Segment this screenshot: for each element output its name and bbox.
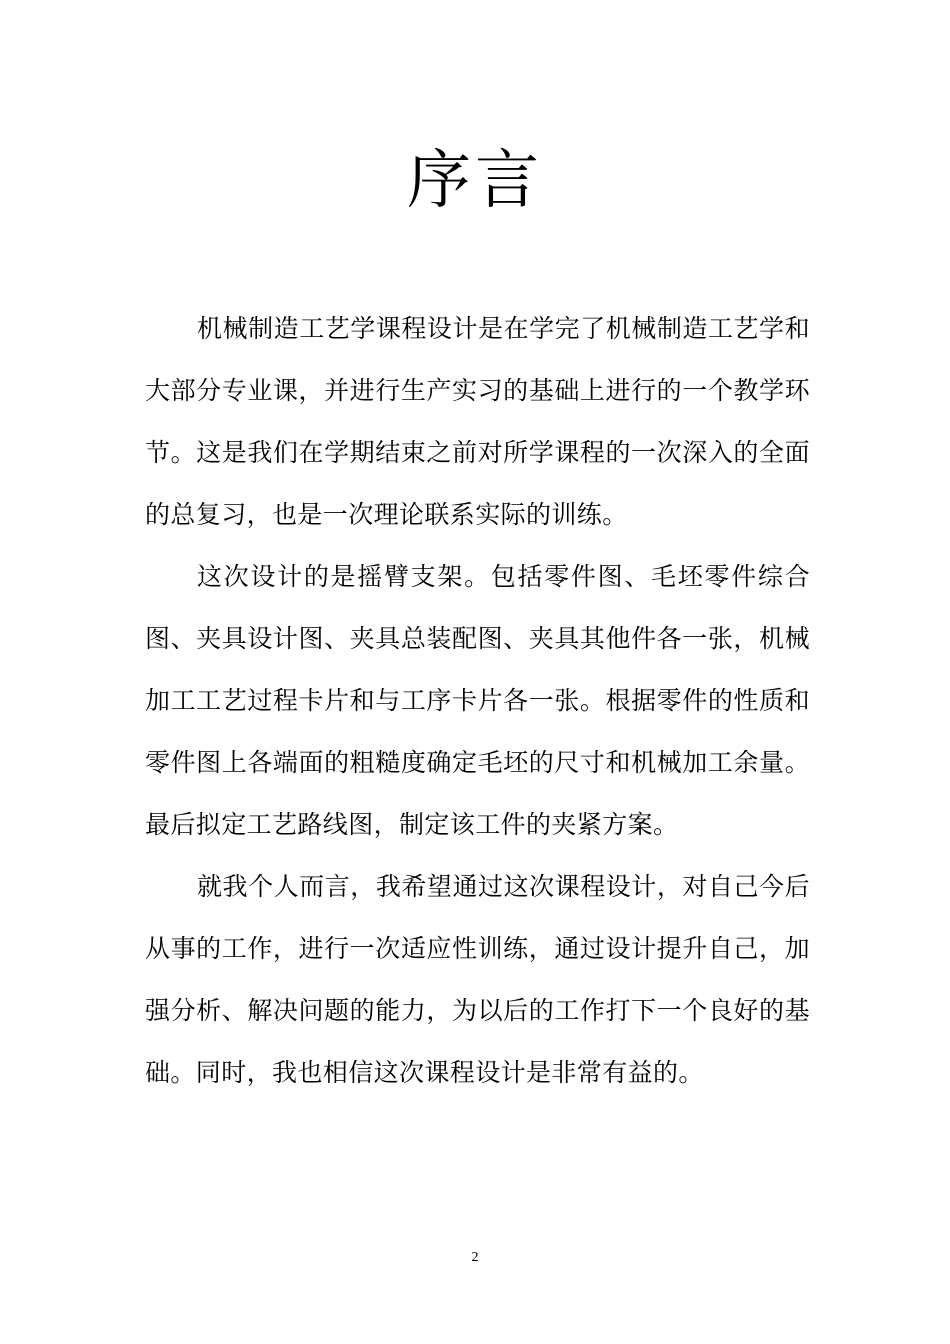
page-title: 序言: [407, 143, 543, 218]
paragraph-3: 就我个人而言，我希望通过这次课程设计，对自己今后从事的工作，进行一次适应性训练，通过设计提升自己，加强分析、解决问题的能力，为以后的工作打下一个良好的基础。同时，我也相信这次课程设计是非常有益的。: [145, 872, 810, 1087]
paragraph-2: 这次设计的是摇臂支架。包括零件图、毛坯零件综合图、夹具设计图、夹具总装配图、夹具其他件各一张，机械加工工艺过程卡片和与工序卡片各一张。根据零件的性质和零件图上各端面的粗糙度确定毛坯的尺寸和机械加工余量。最后拟定工艺路线图，制定该工件的夹紧方案。: [145, 562, 810, 839]
paragraph-1: 机械制造工艺学课程设计是在学完了机械制造工艺学和大部分专业课，并进行生产实习的基础上进行的一个教学环节。这是我们在学期结束之前对所学课程的一次深入的全面的总复习，也是一次理论联系实际的训练。: [145, 314, 810, 529]
page-number: 2: [471, 1250, 479, 1265]
body-text: [145, 298, 810, 1104]
